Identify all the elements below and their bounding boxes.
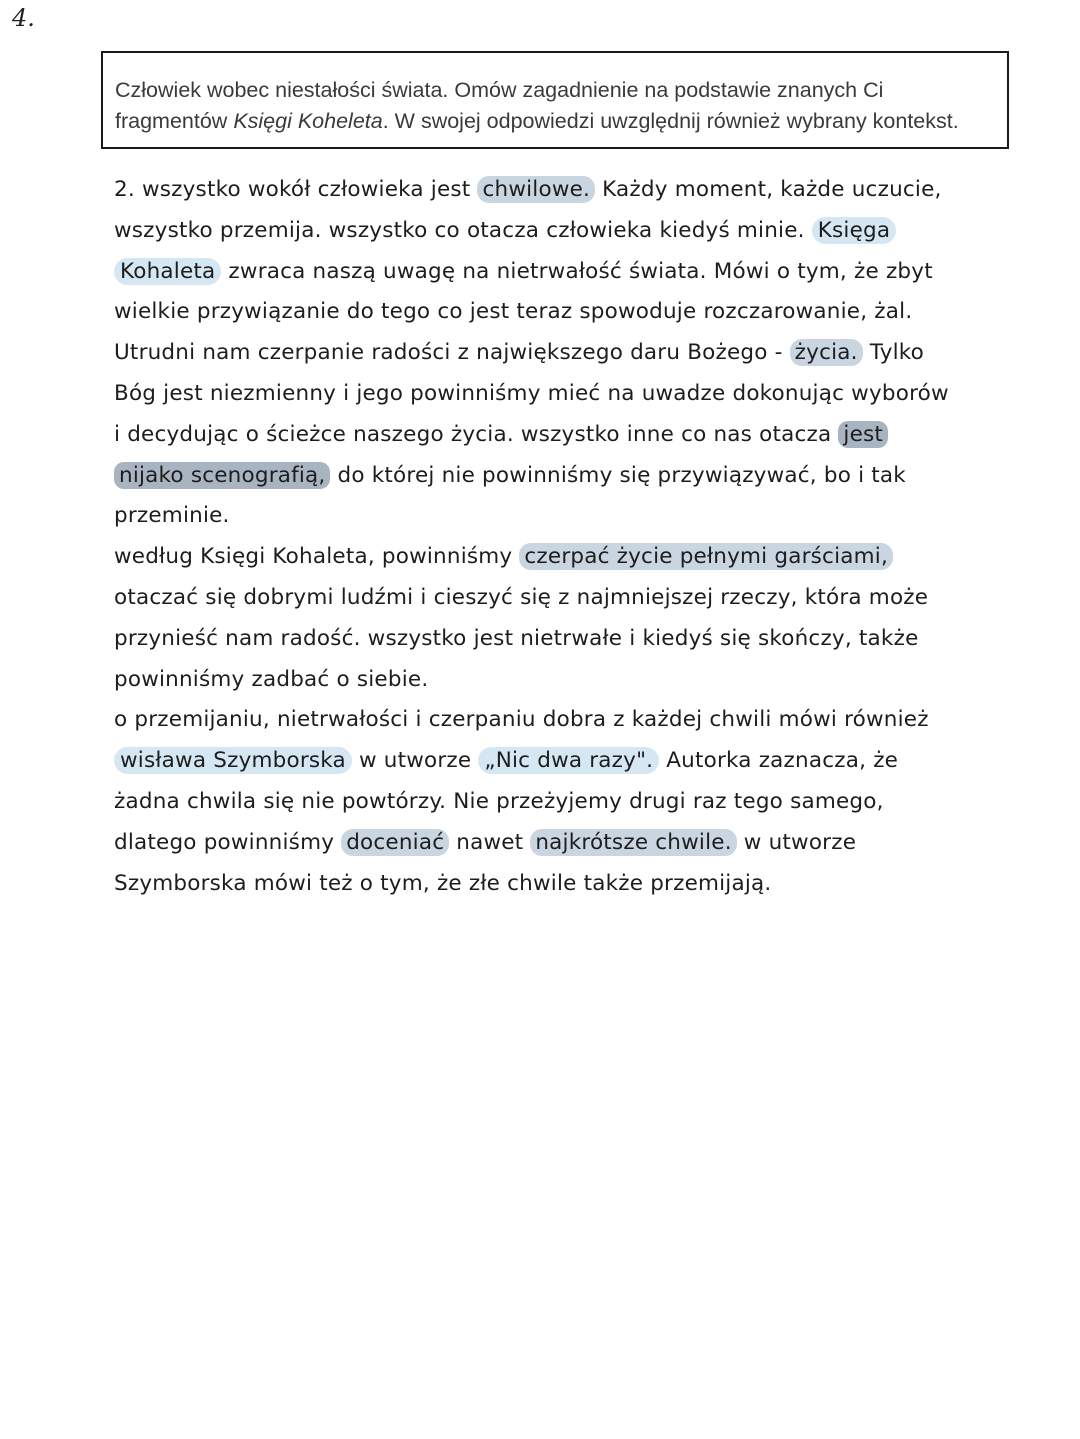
prompt-book-title: Księgi Koheleta: [233, 109, 383, 133]
highlight-scenografia: nijako scenografią,: [114, 462, 330, 489]
essay-line: otaczać się dobrymi ludźmi i cieszyć się z najmniejszej rzeczy, która może: [114, 584, 929, 610]
essay-line: [114, 252, 1014, 293]
essay-text: wszystko przemija. wszystko co otacza człowieka kiedyś minie.: [114, 217, 812, 243]
essay-text: w utworze: [736, 829, 857, 855]
essay-line: [114, 823, 1014, 864]
essay-line: [114, 741, 1014, 782]
essay-line: Bóg jest niezmienny i jego powinniśmy mieć na uwadze dokonując wyborów: [114, 380, 949, 406]
essay-text: Utrudni nam czerpanie radości z największego daru Bożego -: [114, 340, 790, 366]
essay-text: 2. wszystko wokół człowieka jest: [114, 177, 478, 202]
highlight-jest: jest: [838, 421, 888, 448]
essay-text: i decydując o ścieżce naszego życia. wszystko inne co nas otacza: [114, 421, 839, 447]
essay-prompt-box: [101, 51, 1009, 149]
essay-text: według Księgi Kohaleta, powinniśmy: [114, 544, 520, 570]
highlight-najkrotsze-chwile: najkrótsze chwile.: [530, 829, 736, 856]
essay-text: dlatego powinniśmy: [114, 829, 342, 855]
essay-text: do której nie powinniśmy się przywiązywać, bo i tak: [330, 462, 906, 488]
highlight-chwilowe: chwilowe.: [477, 176, 595, 203]
page-number: 4.: [12, 4, 35, 32]
essay-line: [114, 415, 1014, 456]
essay-text: Każdy moment, każde uczucie,: [595, 177, 942, 202]
essay-line: przynieść nam radość. wszystko jest nietrwałe i kiedyś się skończy, także: [114, 625, 919, 651]
essay-line: [114, 456, 1014, 497]
essay-line: wielkie przywiązanie do tego co jest teraz spowoduje rozczarowanie, żal.: [114, 299, 913, 325]
essay-text: Autorka zaznacza, że: [659, 748, 899, 774]
essay-line: powinniśmy zadbać o siebie.: [114, 666, 429, 692]
highlight-ksiega: Księga: [812, 217, 897, 244]
essay-line: [114, 333, 1014, 374]
essay-line: Szymborska mówi też o tym, że złe chwile także przemijają.: [114, 870, 772, 896]
essay-line: przeminie.: [114, 503, 230, 529]
prompt-text: fragmentów: [115, 109, 234, 133]
essay-text: w utworze: [351, 748, 479, 774]
highlight-doceniac: doceniać: [341, 829, 449, 856]
handwritten-essay: [114, 170, 1014, 904]
highlight-czerpac-zycie: czerpać życie pełnymi garściami,: [519, 543, 893, 570]
essay-line: o przemijaniu, nietrwałości i czerpaniu dobra z każdej chwili mówi również: [114, 707, 929, 733]
essay-line: żadna chwila się nie powtórzy. Nie przeżyjemy drugi raz tego samego,: [114, 788, 884, 814]
highlight-nic-dwa-razy: „Nic dwa razy".: [478, 747, 659, 774]
prompt-line-1: Człowiek wobec niestałości świata. Omów zagadnienie na podstawie znanych Ci: [115, 78, 884, 102]
prompt-line-2: [115, 106, 1007, 137]
essay-text: Tylko: [862, 340, 925, 366]
essay-line: [114, 211, 1014, 252]
highlight-zycia: życia.: [790, 339, 863, 366]
prompt-text: . W swojej odpowiedzi uwzględnij również wybrany kontekst.: [382, 109, 959, 133]
essay-line: [114, 537, 1014, 578]
essay-line: [114, 170, 1014, 211]
highlight-kohaleta: Kohaleta: [114, 258, 221, 285]
essay-text: zwraca naszą uwagę na nietrwałość świata. Mówi o tym, że zbyt: [221, 258, 933, 284]
highlight-szymborska: wisława Szymborska: [114, 747, 352, 774]
essay-text: nawet: [449, 829, 531, 855]
